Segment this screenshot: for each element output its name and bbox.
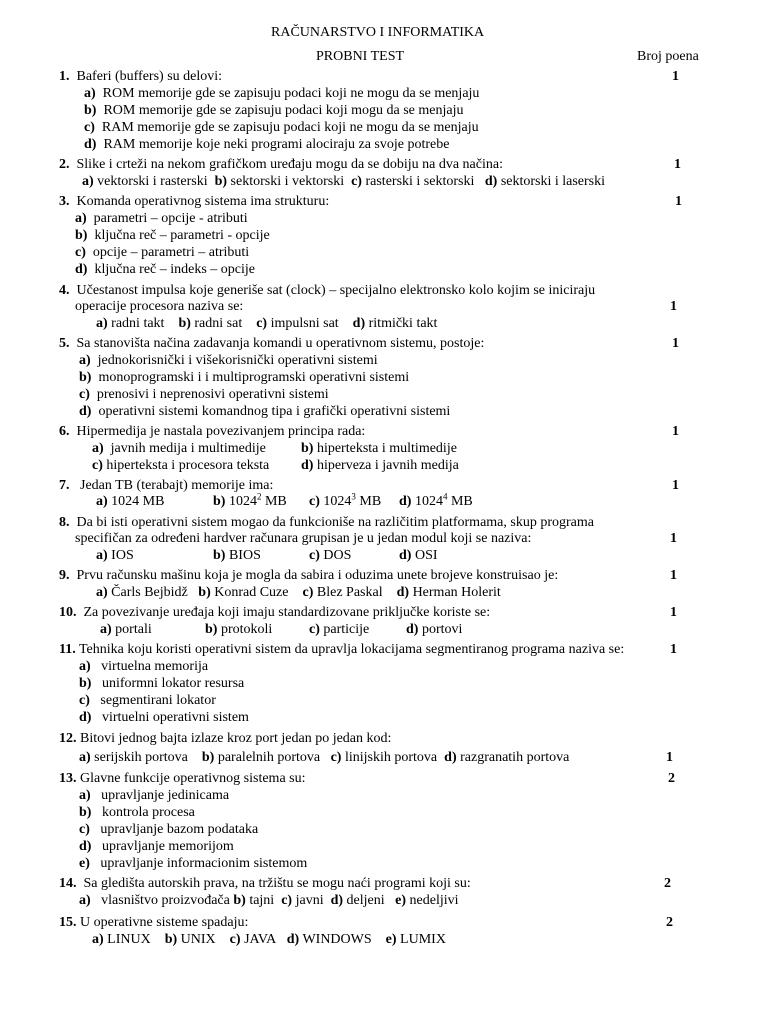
- option-d: d) 1024$^4$ MB: [399, 491, 473, 509]
- question-7: 7. Jedan TB (terabajt) memorije ima:: [59, 478, 274, 493]
- option-b: b) ključna reč – parametri - opcije: [75, 228, 270, 243]
- question-text-continued: specifičan za određeni hardver računara grupisan je u jedan modul koji se naziva:: [75, 531, 532, 546]
- question-points: 2: [664, 876, 671, 891]
- page-title: RAČUNARSTVO I INFORMATIKA: [271, 25, 485, 40]
- question-4: 4. Učestanost impulsa koje generiše sat (clock) – specijalno elektronsko kolo kojim se iniciraju: [59, 283, 596, 298]
- option-c: c) RAM memorije gde se zapisuju podaci koji ne mogu da se menjaju: [84, 120, 479, 135]
- option-b: b) 1024$^2$ MB: [213, 491, 287, 509]
- option-b: b) uniformni lokator resursa: [79, 676, 245, 691]
- question-points: 1: [672, 424, 679, 439]
- question-12: 12. Bitovi jednog bajta izlaze kroz port jedan po jedan kod:: [59, 731, 392, 746]
- option-d: d) portovi: [406, 622, 463, 637]
- option-a: a) javnih medija i multimedije: [92, 441, 266, 456]
- option-b: b) BIOS: [213, 548, 261, 563]
- question-9: 9. Prvu računsku mašinu koja je mogla da sabira i oduzima unete brojeve konstruisao je:: [59, 568, 559, 583]
- question-5: 5. Sa stanovišta načina zadavanja komandi u operativnom sistemu, postoje:: [59, 336, 485, 351]
- page-subtitle: PROBNI TEST: [316, 49, 405, 64]
- question-points: 1: [670, 531, 677, 546]
- option-c: c) upravljanje bazom podataka: [79, 822, 259, 837]
- option-a: a) IOS: [96, 548, 134, 563]
- inline-options: a) vektorski i rasterski b) sektorski i vektorski c) rasterski i sektorski d) sektorski i laserski: [82, 174, 606, 189]
- question-text-continued: operacije procesora naziva se:: [75, 299, 244, 314]
- option-c: c) DOS: [309, 548, 352, 563]
- option-d: d) virtuelni operativni sistem: [79, 710, 249, 725]
- question-points: 1: [675, 194, 682, 209]
- question-points: 1: [670, 642, 677, 657]
- question-number: 1.: [59, 69, 70, 84]
- option-c: c) hiperteksta i procesora teksta: [92, 458, 270, 473]
- points-column-header: Broj poena: [637, 49, 699, 64]
- question-text: Baferi (buffers) su delovi:: [76, 69, 223, 84]
- question-6: 6. Hipermedija je nastala povezivanjem principa rada:: [59, 424, 366, 439]
- inline-options: a) Čarls Bejbidž b) Konrad Cuze c) Blez Paskal d) Herman Holerit: [96, 585, 501, 600]
- option-e: e) upravljanje informacionim sistemom: [79, 856, 308, 871]
- question-points: 1: [670, 299, 677, 314]
- question-points: 1: [666, 750, 673, 765]
- question-points: 1: [670, 605, 677, 620]
- question-points: 2: [668, 771, 675, 786]
- option-b: b) protokoli: [205, 622, 273, 637]
- option-d: d) OSI: [399, 548, 438, 563]
- inline-options: a) serijskih portova b) paralelnih portova c) linijskih portova d) razgranatih portova: [79, 750, 570, 765]
- inline-options: a) LINUX b) UNIX c) JAVA d) WINDOWS e) LUMIX: [92, 932, 446, 947]
- question-14: 14. Sa gledišta autorskih prava, na tržištu se mogu naći programi koji su:: [59, 876, 471, 891]
- question-points: 1: [670, 568, 677, 583]
- option-c: c) opcije – parametri – atributi: [75, 245, 250, 260]
- option-a: a) virtuelna memorija: [79, 659, 209, 674]
- option-d: d) RAM memorije koje neki programi alociraju za svoje potrebe: [84, 137, 450, 152]
- option-d: d) upravljanje memorijom: [79, 839, 234, 854]
- option-b: b) monoprogramski i i multiprogramski operativni sistemi: [79, 370, 410, 385]
- question-8: 8. Da bi isti operativni sistem mogao da funkcioniše na različitim platformama, skup programa: [59, 515, 594, 530]
- option-a: a) upravljanje jedinicama: [79, 788, 230, 803]
- option-a: a) portali: [100, 622, 152, 637]
- inline-options: a) radni takt b) radni sat c) impulsni sat d) ritmički takt: [96, 316, 438, 331]
- option-c: c) 1024$^3$ MB: [309, 491, 382, 509]
- option-d: d) ključna reč – indeks – opcije: [75, 262, 256, 277]
- question-1: [59, 69, 222, 85]
- option-a: a) ROM memorije gde se zapisuju podaci koji ne mogu da se menjaju: [84, 86, 480, 101]
- option-b: b) hiperteksta i multimedije: [301, 441, 457, 456]
- question-13: 13. Glavne funkcije operativnog sistema su:: [59, 771, 306, 786]
- question-15: 15. U operativne sisteme spadaju:: [59, 915, 249, 930]
- question-10: 10. Za povezivanje uređaja koji imaju standardizovane priključke koriste se:: [59, 605, 491, 620]
- option-b: b) kontrola procesa: [79, 805, 195, 820]
- option-d: d) hiperveza i javnih medija: [301, 458, 459, 473]
- option-a: a) parametri – opcije - atributi: [75, 211, 248, 226]
- inline-options: a) vlasništvo proizvođača b) tajni c) javni d) deljeni e) nedeljivi: [79, 893, 459, 908]
- option-a: a) jednokorisnički i višekorisnički operativni sistemi: [79, 353, 378, 368]
- question-2: 2. Slike i crteži na nekom grafičkom uređaju mogu da se dobiju na dva načina:: [59, 157, 503, 172]
- question-points: 2: [666, 915, 673, 930]
- question-3: 3. Komanda operativnog sistema ima strukturu:: [59, 194, 330, 209]
- option-c: c) segmentirani lokator: [79, 693, 216, 708]
- question-points: 1: [672, 478, 679, 493]
- question-11: 11. Tehnika koju koristi operativni sistem da upravlja lokacijama segmentiranog programa naziva se:: [59, 642, 625, 657]
- question-points: 1: [672, 336, 679, 351]
- option-b: b) ROM memorije gde se zapisuju podaci koji mogu da se menjaju: [84, 103, 464, 118]
- option-c: c) prenosivi i neprenosivi operativni sistemi: [79, 387, 329, 402]
- question-points: 1: [674, 157, 681, 172]
- option-d: d) operativni sistemi komandnog tipa i grafički operativni sistemi: [79, 404, 451, 419]
- option-c: c) particije: [309, 622, 370, 637]
- question-points: 1: [672, 69, 679, 84]
- option-a: a) 1024 MB: [96, 494, 165, 509]
